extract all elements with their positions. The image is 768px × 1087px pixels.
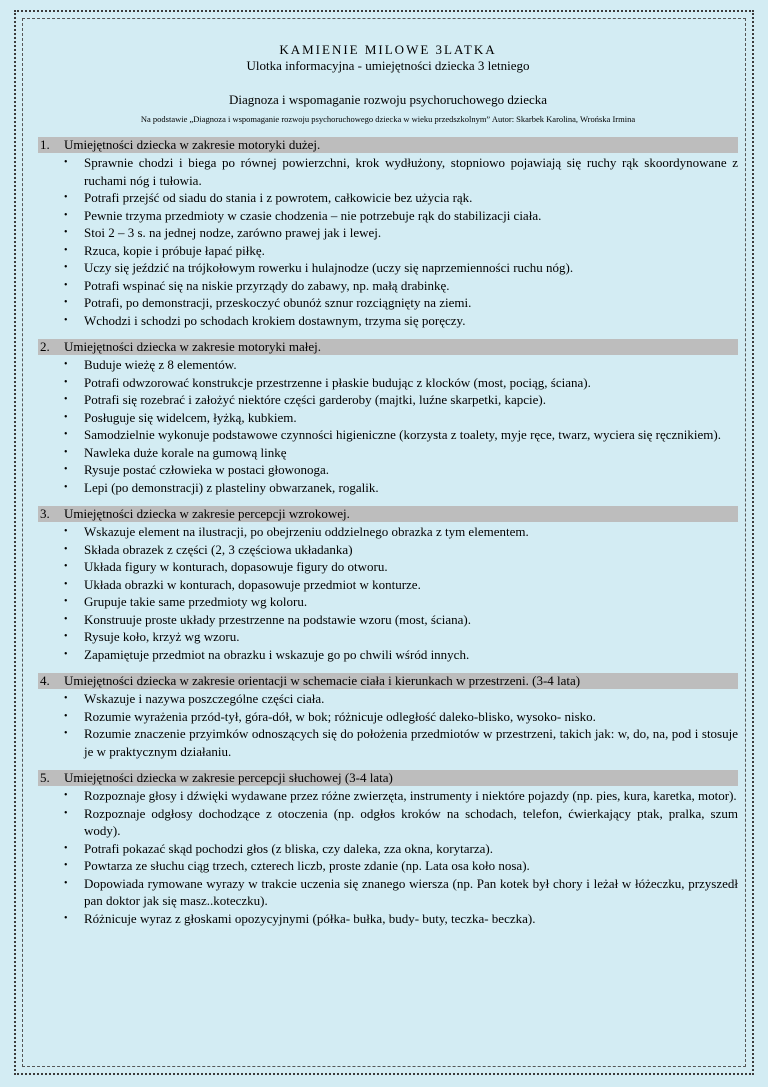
list-item [38,312,738,330]
bullet-icon: • [64,297,68,308]
list-item-text: Wskazuje i nazywa poszczególne części ciała. [84,691,325,706]
list-item-text: Stoi 2 – 3 s. na jednej nodze, zarówno prawej jak i lewej. [84,225,382,240]
section-heading [38,770,738,786]
bullet-icon: • [64,842,68,854]
bullet-icon: • [64,526,68,537]
sections-container [38,137,738,927]
bullet-icon: • [64,279,68,291]
list-item-text: Różnicuje wyraz z głoskami opozycyjnymi (półka- bułka, budy- buty, teczka- beczka). [84,910,536,926]
list-item [38,857,738,875]
bullet-list [38,154,738,329]
document-title: KAMIENIE MILOWE 3LATKA [279,42,497,57]
bullet-icon: • [64,481,68,493]
section-heading [38,137,738,153]
bullet-icon: • [64,376,68,388]
bullet-icon: • [64,693,68,704]
list-item [38,628,738,646]
list-item-text: Potrafi wspinać się na niskie przyrządy do zabawy, np. małą drabinkę. [84,277,450,293]
list-item [38,910,738,928]
list-item [38,840,738,858]
list-item-text: Powtarza ze słuchu ciąg trzech, czterech liczb, proste zdanie (np. Lata osa koło nosa). [84,858,530,873]
list-item [38,690,738,708]
list-item-text: Potrafi się rozebrać i założyć niektóre części garderoby (majtki, luźne skarpetki, kapcie). [84,392,547,407]
list-item [38,444,738,462]
list-item [38,576,738,594]
list-item [38,374,738,392]
list-item [38,875,738,910]
section-3 [38,506,738,663]
list-item-text: Potrafi, po demonstracji, przeskoczyć obunóż sznur rozciągnięty na ziemi. [84,295,472,310]
section-number: 2. [40,339,50,354]
list-item [38,426,738,444]
list-item [38,294,738,312]
bullet-icon: • [64,359,68,370]
list-item [38,523,738,541]
list-item-text: Wchodzi i schodzi po schodach krokiem dostawnym, trzyma się poręczy. [84,312,466,328]
list-item [38,224,738,242]
list-item [38,242,738,260]
section-number: 4. [40,673,50,688]
section-4 [38,673,738,760]
list-item-text: Potrafi pokazać skąd pochodzi głos (z bliska, czy daleka, zza okna, korytarza). [84,840,493,856]
section-heading [38,506,738,522]
list-item-text: Uczy się jeździć na trójkołowym rowerku i hulajnodze (uczy się naprzemienności ruchu nóg). [84,260,574,275]
bullet-list [38,523,738,663]
bullet-icon: • [64,631,68,642]
list-item [38,154,738,189]
list-item [38,787,738,805]
list-item [38,558,738,576]
list-item-text: Konstruuje proste układy przestrzenne na podstawie wzoru (most, ściana). [84,611,471,627]
list-item-text: Dopowiada rymowane wyrazy w trakcie uczenia się znanego wiersza (np. Pan kotek był chory i leżał w łóżeczku, przyszedł pan doktor jak się masz..koteczku). [84,875,738,908]
section-5 [38,770,738,927]
bullet-icon: • [64,209,68,221]
list-item [38,189,738,207]
section-number: 5. [40,770,50,785]
section-number: 3. [40,506,50,521]
bullet-icon: • [64,543,68,555]
list-item-text: Potrafi przejść od siadu do stania i z powrotem, całkowicie bez użycia rąk. [84,190,473,205]
bullet-icon: • [64,578,68,590]
bullet-icon: • [64,411,68,423]
bullet-icon: • [64,227,68,238]
bullet-icon: • [64,790,68,801]
section-1 [38,137,738,329]
list-item-text: Wskazuje element na ilustracji, po obejrzeniu oddzielnego obrazka z tym elementem. [84,524,529,539]
list-item [38,611,738,629]
section-title: Umiejętności dziecka w zakresie orientacji w schemacie ciała i kierunkach w przestrzeni. (3-4 lata) [64,673,581,688]
list-item-text: Nawleka duże korale na gumową linkę [84,444,287,460]
bullet-icon: • [64,807,68,819]
bullet-icon: • [64,561,68,572]
list-item-text: Buduje wieżę z 8 elementów. [84,357,237,372]
list-item-text: Rozumie znaczenie przyimków odnoszących się do położenia przedmiotów w przestrzeni, takich jak: w, do, na, pod i stosuje je w praktycznym działaniu. [84,726,738,759]
bullet-icon: • [64,710,68,722]
bullet-icon: • [64,446,68,458]
source-citation: Na podstawie „Diagnoza i wspomaganie rozwoju psychoruchowego dziecka w wieku przedszkolnym” Autor: Skarbek Karolina, Wrońska Irmina [140,114,636,124]
list-item-text: Grupuje takie same przedmioty wg koloru. [84,594,308,609]
bullet-icon: • [64,262,68,273]
list-item-text: Sprawnie chodzi i biega po równej powierzchni, krok wydłużony, stopniowo pojawiają się ruchy rąk skoordynowane z ruchami nóg i tułowia. [84,155,738,188]
diagnosis-heading: Diagnoza i wspomaganie rozwoju psychoruchowego dziecka [228,92,548,107]
list-item [38,259,738,277]
list-item [38,593,738,611]
bullet-icon: • [64,912,68,924]
bullet-icon: • [64,648,68,660]
list-item-text: Pewnie trzyma przedmioty w czasie chodzenia – nie potrzebuje rąk do stabilizacji ciała. [84,207,542,223]
bullet-list [38,690,738,760]
bullet-icon: • [64,157,68,168]
list-item [38,461,738,479]
list-item [38,207,738,225]
section-2 [38,339,738,496]
list-item [38,646,738,664]
list-item [38,409,738,427]
section-number: 1. [40,137,50,152]
bullet-list [38,787,738,927]
list-item [38,805,738,840]
list-item-text: Lepi (po demonstracji) z plasteliny obwarzanek, rogalik. [84,479,379,495]
document-content [38,42,738,927]
list-item-text: Posługuje się widelcem, łyżką, kubkiem. [84,409,297,425]
section-heading [38,339,738,355]
bullet-icon: • [64,860,68,871]
list-item-text: Zapamiętuje przedmiot na obrazku i wskazuje go po chwili wśród innych. [84,646,470,662]
list-item [38,725,738,760]
list-item [38,391,738,409]
list-item-text: Rysuje koło, krzyż wg wzoru. [84,629,240,644]
list-item-text: Układa obrazki w konturach, dopasowuje przedmiot w konturze. [84,576,421,592]
list-item-text: Rysuje postać człowieka w postaci głowonoga. [84,462,329,477]
document-subtitle: Ulotka informacyjna - umiejętności dziecka 3 letniego [246,58,530,73]
list-item-text: Składa obrazek z części (2, 3 częściowa układanka) [84,541,353,557]
list-item-text: Układa figury w konturach, dopasowuje figury do otworu. [84,559,388,574]
list-item [38,708,738,726]
bullet-icon: • [64,429,68,440]
list-item-text: Samodzielnie wykonuje podstawowe czynności higieniczne (korzysta z toalety, myje ręce, twarz, wyciera się ręcznikiem). [84,427,721,442]
bullet-list [38,356,738,496]
list-item-text: Rozumie wyrażenia przód-tył, góra-dół, w bok; różnicuje odległość daleko-blisko, wysoko- nisko. [84,708,596,724]
list-item [38,356,738,374]
bullet-icon: • [64,613,68,625]
section-title: Umiejętności dziecka w zakresie percepcji słuchowej (3-4 lata) [64,770,393,785]
list-item-text: Rzuca, kopie i próbuje łapać piłkę. [84,242,265,258]
list-item-text: Potrafi odwzorować konstrukcje przestrzenne i płaskie budując z klocków (most, pociąg, ściana). [84,374,591,390]
list-item-text: Rozpoznaje odgłosy dochodzące z otoczenia (np. odgłos kroków na schodach, telefon, ćwierkający ptak, pralka, szum wody). [84,805,738,838]
bullet-icon: • [64,596,68,607]
bullet-icon: • [64,244,68,256]
section-heading [38,673,738,689]
bullet-icon: • [64,394,68,405]
bullet-icon: • [64,464,68,475]
section-title: Umiejętności dziecka w zakresie motoryki małej. [64,339,322,354]
list-item [38,479,738,497]
list-item [38,277,738,295]
list-item-text: Rozpoznaje głosy i dźwięki wydawane przez różne zwierzęta, instrumenty i niektóre pojazdy (np. pies, kura, karetka, motor). [84,788,737,803]
section-title: Umiejętności dziecka w zakresie motoryki dużej. [64,137,321,152]
bullet-icon: • [64,314,68,326]
bullet-icon: • [64,192,68,203]
bullet-icon: • [64,877,68,889]
list-item [38,541,738,559]
section-title: Umiejętności dziecka w zakresie percepcji wzrokowej. [64,506,350,521]
bullet-icon: • [64,728,68,739]
